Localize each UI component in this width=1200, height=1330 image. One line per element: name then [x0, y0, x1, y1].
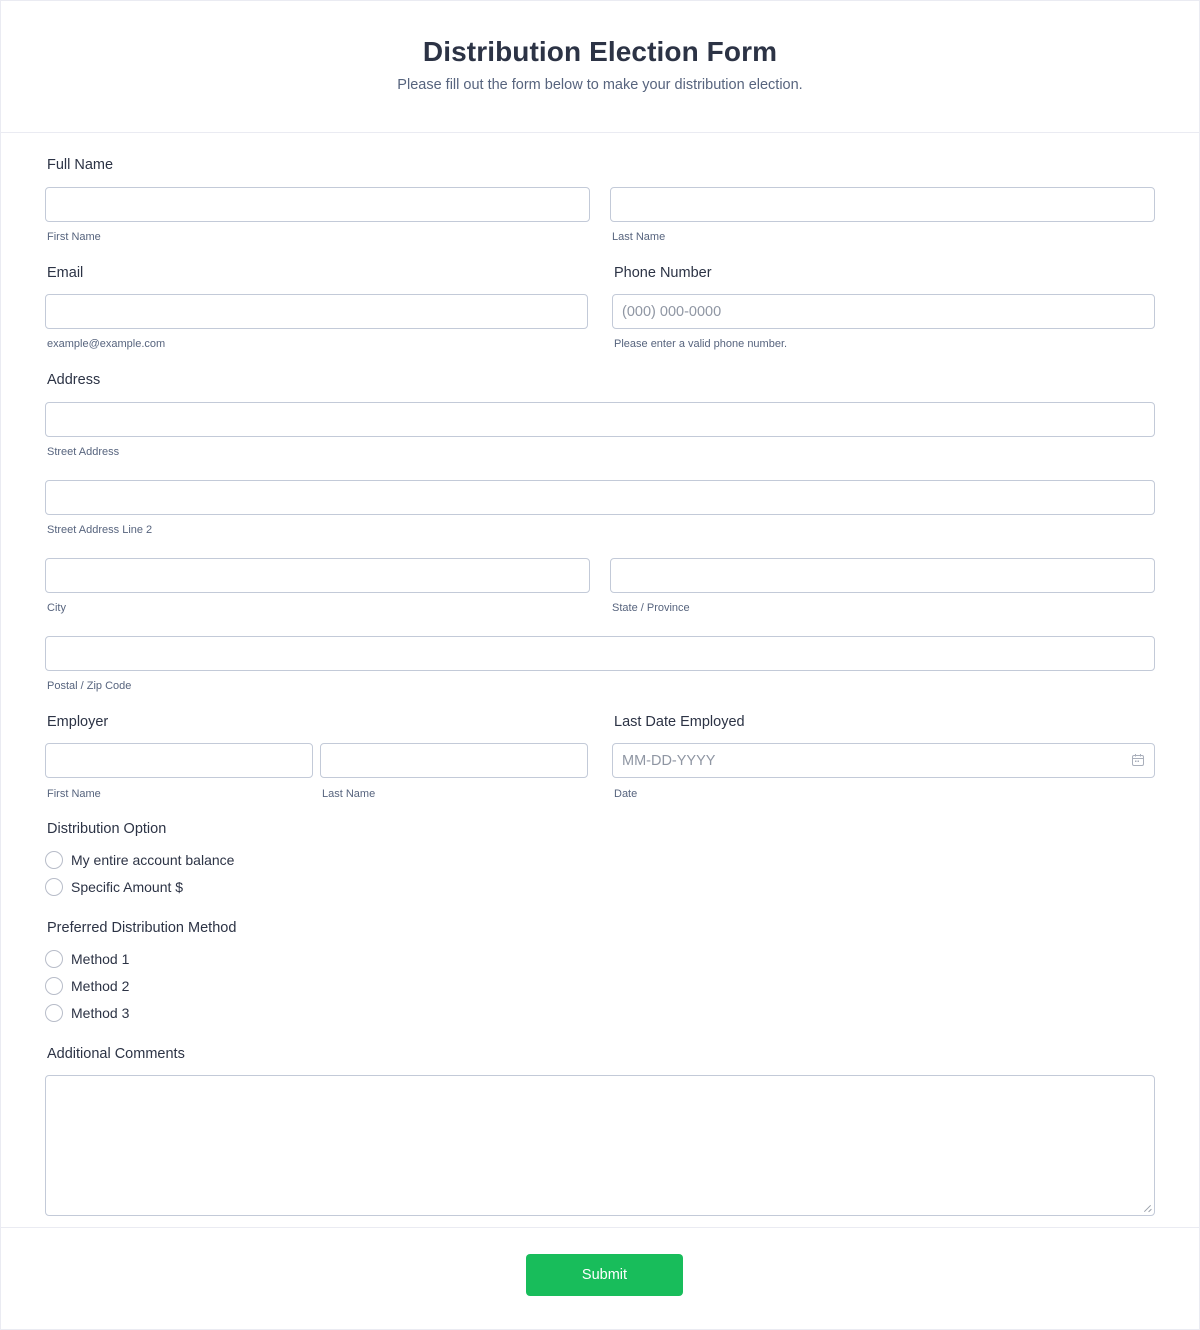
street-address-input[interactable]: [45, 402, 1155, 437]
last-name-input[interactable]: [610, 187, 1155, 222]
email-input[interactable]: [45, 294, 588, 329]
additional-comments-label: Additional Comments: [47, 1046, 185, 1062]
radio-label: My entire account balance: [71, 852, 235, 868]
additional-comments-textarea[interactable]: [45, 1075, 1155, 1216]
street-address-sublabel: Street Address: [47, 446, 120, 458]
last-name-sublabel: Last Name: [612, 231, 666, 243]
form-header: [0, 0, 1200, 133]
email-sublabel: example@example.com: [47, 338, 166, 350]
preferred-method-label: Preferred Distribution Method: [47, 920, 237, 936]
street-address-line2-input[interactable]: [45, 480, 1155, 515]
submit-button[interactable]: Submit: [526, 1254, 683, 1296]
state-input[interactable]: [610, 558, 1155, 593]
email-label: Email: [47, 265, 84, 281]
first-name-sublabel: First Name: [47, 231, 101, 243]
city-sublabel: City: [47, 602, 66, 614]
date-sublabel: Date: [614, 788, 638, 800]
last-date-employed-label: Last Date Employed: [614, 714, 745, 730]
postal-code-input[interactable]: [45, 636, 1155, 671]
state-sublabel: State / Province: [612, 602, 690, 614]
radio-label: Method 2: [71, 978, 130, 994]
radio-label: Specific Amount $: [71, 879, 184, 895]
resize-grip-icon[interactable]: [1143, 1204, 1151, 1212]
calendar-icon[interactable]: [1131, 753, 1145, 767]
street-address-line2-sublabel: Street Address Line 2: [47, 524, 153, 536]
radio-button[interactable]: [45, 851, 63, 869]
employer-last-name-input[interactable]: [320, 743, 588, 778]
full-name-label: Full Name: [47, 157, 114, 173]
last-date-employed-input[interactable]: [612, 743, 1155, 778]
postal-code-sublabel: Postal / Zip Code: [47, 680, 132, 692]
radio-label: Method 3: [71, 1005, 130, 1021]
page-title: Distribution Election Form: [422, 36, 778, 67]
phone-label: Phone Number: [614, 265, 712, 281]
radio-button[interactable]: [45, 878, 63, 896]
city-input[interactable]: [45, 558, 590, 593]
employer-label: Employer: [47, 714, 109, 730]
distribution-option-entire-balance[interactable]: [45, 850, 234, 870]
method-3-option[interactable]: [45, 1003, 129, 1023]
distribution-option-label: Distribution Option: [47, 821, 167, 837]
first-name-input[interactable]: [45, 187, 590, 222]
phone-sublabel: Please enter a valid phone number.: [614, 338, 788, 350]
radio-button[interactable]: [45, 950, 63, 968]
address-label: Address: [47, 372, 101, 388]
employer-first-name-sublabel: First Name: [47, 788, 101, 800]
method-1-option[interactable]: [45, 949, 129, 969]
employer-first-name-input[interactable]: [45, 743, 313, 778]
radio-button[interactable]: [45, 977, 63, 995]
phone-input[interactable]: [612, 294, 1155, 329]
page-subtitle: Please fill out the form below to make your distribution election.: [397, 77, 803, 93]
radio-label: Method 1: [71, 951, 130, 967]
employer-last-name-sublabel: Last Name: [322, 788, 376, 800]
method-2-option[interactable]: [45, 976, 129, 996]
distribution-option-specific-amount[interactable]: [45, 877, 183, 897]
radio-button[interactable]: [45, 1004, 63, 1022]
